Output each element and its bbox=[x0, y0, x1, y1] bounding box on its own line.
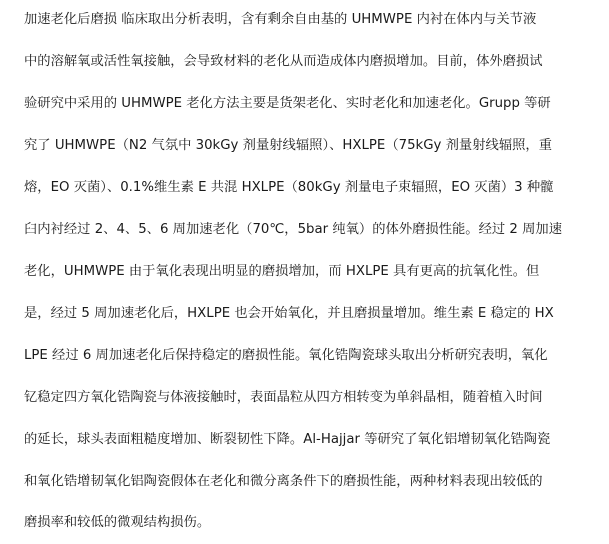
text-line: LPE 经过 6 周加速老化后保持稳定的磨损性能。氧化锆陶瓷球头取出分析研究表明，氧化 bbox=[24, 348, 548, 363]
text-line: 究了 UHMWPE（N2 气氛中 30kGy 剂量射线辐照）、HXLPE（75kGy 剂量射线辐照，重 bbox=[24, 138, 553, 153]
text-line: 中的溶解氧或活性氧接触，会导致材料的老化从而造成体内磨损增加。目前，体外磨损试 bbox=[24, 54, 543, 69]
text-line: 磨损率和较低的微观结构损伤。 bbox=[24, 515, 211, 530]
text-line: 臼内衬经过 2、4、5、6 周加速老化（70℃，5bar 纯氧）的体外磨损性能。经过 2 周加速 bbox=[24, 222, 563, 237]
text-line: 是，经过 5 周加速老化后，HXLPE 也会开始氧化，并且磨损量增加。维生素 E 稳定的 HX bbox=[24, 306, 554, 321]
text-line: 和氧化锆增韧氧化铝陶瓷假体在老化和微分离条件下的磨损性能，两种材料表现出较低的 bbox=[24, 474, 543, 489]
text-line: 钇稳定四方氧化锆陶瓷与体液接触时，表面晶粒从四方相转变为单斜晶相，随着植入时间 bbox=[24, 390, 543, 405]
text-line: 老化，UHMWPE 由于氧化表现出明显的磨损增加，而 HXLPE 具有更高的抗氧化性。但 bbox=[24, 264, 540, 279]
text-line: 熔，EO 灭菌）、0.1%维生素 E 共混 HXLPE（80kGy 剂量电子束辐照，EO 灭菌）3 种髋 bbox=[24, 180, 554, 195]
text-line: 验研究中采用的 UHMWPE 老化方法主要是货架老化、实时老化和加速老化。Grupp 等研 bbox=[24, 96, 551, 111]
text-line: 加速老化后磨损 临床取出分析表明，含有剩余自由基的 UHMWPE 内衬在体内与关节液 bbox=[24, 12, 537, 27]
text-line: 的延长，球头表面粗糙度增加、断裂韧性下降。Al-Hajjar 等研究了氧化铝增韧氧化锆陶瓷 bbox=[24, 432, 551, 447]
